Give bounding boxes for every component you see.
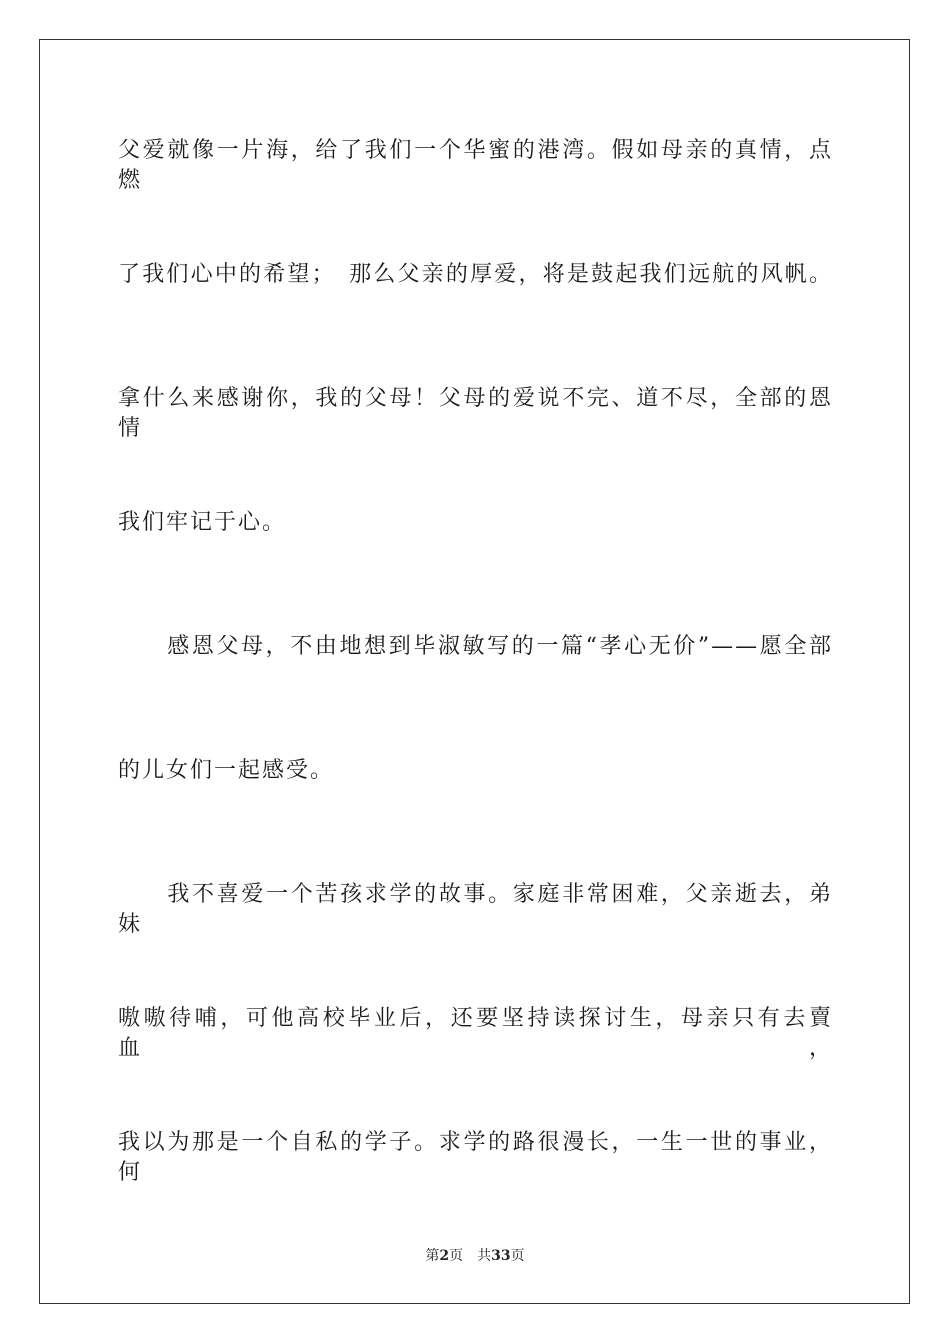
page-number: 2	[439, 1248, 450, 1264]
page-border	[39, 39, 910, 1304]
paragraph-line-2: 了我们心中的希望； 那么父亲的厚爱，将是鼓起我们远航的风帆。	[118, 262, 833, 287]
paragraph-line-4: 我们牢记于心。	[118, 510, 287, 535]
footer-prefix: 第	[425, 1248, 440, 1264]
paragraph-line-6: 的儿女们一起感受。	[118, 758, 335, 783]
paragraph-line-9: 我以为那是一个自私的学子。求学的路很漫长，一生一世的事业，何	[118, 1130, 833, 1185]
footer-total-prefix: 共	[477, 1248, 492, 1264]
paragraph-line-7: 我不喜爱一个苦孩求学的故事。家庭非常困难，父亲逝去，弟妹	[118, 882, 833, 937]
paragraph-line-3: 拿什么来感谢你，我的父母！父母的爱说不完、道不尽，全部的恩情	[118, 386, 833, 441]
paragraph-line-5: 感恩父母，不由地想到毕淑敏写的一篇“孝心无价”——愿全部	[118, 634, 833, 659]
page-footer	[0, 1246, 950, 1266]
paragraph-line-1: 父爱就像一片海，给了我们一个华蜜的港湾。假如母亲的真情，点燃	[118, 138, 833, 193]
footer-page-suffix: 页	[449, 1248, 464, 1264]
footer-total-suffix: 页	[510, 1248, 525, 1264]
paragraph-line-8: 嗷嗷待哺，可他高校毕业后，还要坚持读探讨生，母亲只有去賣血，	[118, 1006, 833, 1061]
total-pages: 33	[491, 1248, 511, 1264]
